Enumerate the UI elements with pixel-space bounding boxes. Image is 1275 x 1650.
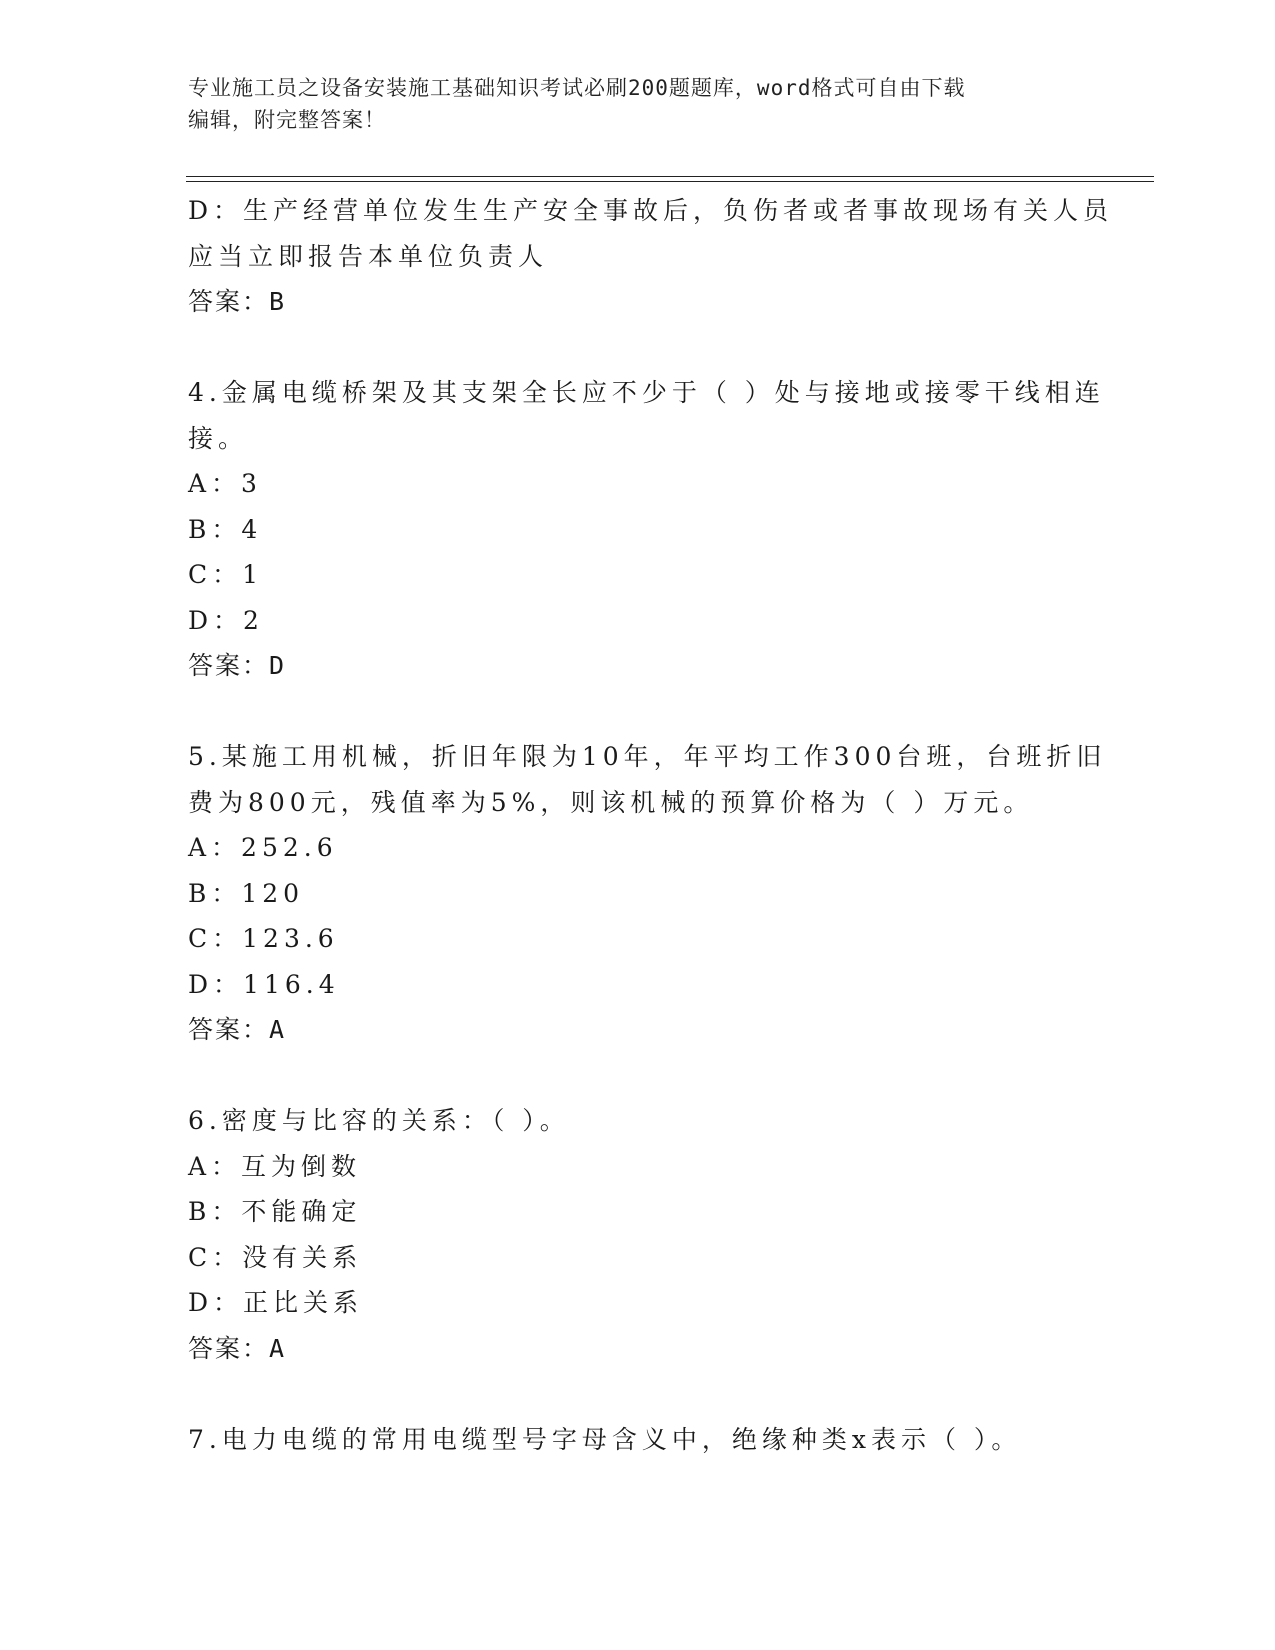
header-divider-bottom [186,181,1154,182]
q4-answer: 答案：D [188,651,287,680]
q4-stem-line-2: 接。 [188,423,249,453]
q5-option-c: C：123.6 [188,924,339,953]
document-header [188,72,1068,136]
q3-answer: 答案：B [188,287,287,316]
q7-stem-line-1: 7.电力电缆的常用电缆型号字母含义中，绝缘种类x表示（ ）。 [188,1424,1022,1454]
q3-option-d-line-1: D：生产经营单位发生生产安全事故后，负伤者或者事故现场有关人员 [188,196,1114,225]
q5-answer: 答案：A [188,1015,287,1044]
q6-option-a: A：互为倒数 [188,1151,362,1181]
spacer [188,1371,1088,1417]
header-title-line-2: 编辑，附完整答案！ [188,108,386,132]
question-3-tail [188,188,1114,325]
q6-option-d: D：正比关系 [188,1288,364,1317]
spacer [188,325,1088,371]
q4-option-b: B：4 [188,514,263,544]
q6-option-c: C：没有关系 [188,1242,363,1272]
q6-option-b: B：不能确定 [188,1197,362,1226]
header-title-line-1: 专业施工员之设备安装施工基础知识考试必刷200题题库，word格式可自由下载 [188,76,966,100]
q5-option-b: B：120 [188,878,305,908]
q4-stem-line-1: 4.金属电缆桥架及其支架全长应不少于（ ）处与接地或接零干线相连 [188,378,1105,407]
q5-stem-line-2: 费为800元，残值率为5%，则该机械的预算价格为（ ）万元。 [188,787,1034,817]
q3-option-d-line-2: 应当立即报告本单位负责人 [188,241,549,271]
q5-option-a: A：252.6 [188,833,338,862]
spacer [188,1053,1088,1099]
q4-option-d: D：2 [188,605,264,635]
q4-option-c: C：1 [188,560,264,589]
q5-option-d: D：116.4 [188,969,340,999]
q5-stem-line-1: 5.某施工用机械，折旧年限为10年，年平均工作300台班，台班折旧 [188,742,1107,771]
header-divider-top [186,176,1154,177]
q6-stem-line-1: 6.密度与比容的关系：（ ）。 [188,1106,570,1135]
question-7 [188,1417,1088,1463]
question-5 [188,734,1107,1053]
question-6 [188,1098,1088,1371]
spacer [188,689,1088,735]
q6-answer: 答案：A [188,1333,287,1363]
question-4 [188,370,1105,689]
q4-option-a: A：3 [188,469,262,498]
question-list [188,188,1114,1462]
